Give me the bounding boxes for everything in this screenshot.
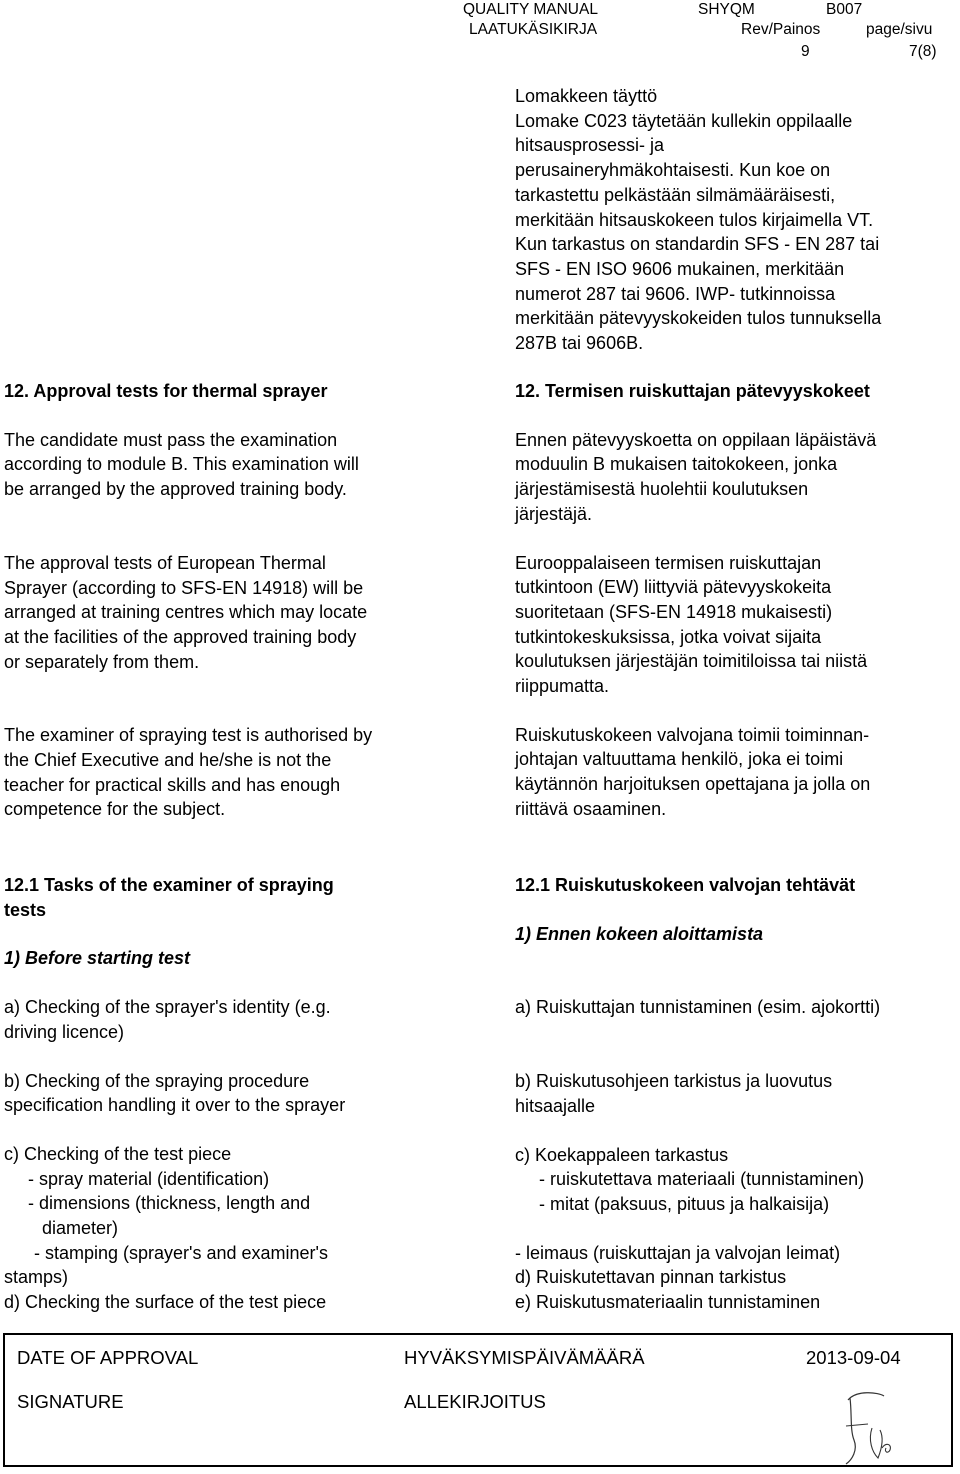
- text-line: c) Koekappaleen tarkastus: [515, 1144, 729, 1165]
- text-line: Ennen pätevyyskoetta on oppilaan läpäistävä: [515, 429, 877, 450]
- text-line: a) Ruiskuttajan tunnistaminen (esim. ajokortti): [515, 997, 881, 1018]
- date-of-approval-label-fi: HYVÄKSYMISPÄIVÄMÄÄRÄ: [404, 1347, 645, 1369]
- revision-label: Rev/Painos: [741, 21, 821, 38]
- text-line: suoritetaan (SFS-EN 14918 mukaisesti): [515, 601, 833, 622]
- text-line: specification handling it over to the sprayer: [4, 1095, 346, 1116]
- section-heading: 12.1 Tasks of the examiner of spraying: [4, 875, 334, 895]
- text-line: hitsaajalle: [515, 1095, 596, 1116]
- text-line: The candidate must pass the examination: [4, 429, 338, 450]
- text-line: - ruiskutettava materiaali (tunnistaminen): [539, 1169, 865, 1190]
- date-of-approval-label: DATE OF APPROVAL: [17, 1347, 199, 1369]
- text-line: Lomakkeen täyttö: [515, 86, 658, 106]
- text-line: - spray material (identification): [28, 1168, 270, 1189]
- text-line: - mitat (paksuus, pituus ja halkaisija): [539, 1193, 830, 1214]
- text-line: e) Ruiskutusmateriaalin tunnistaminen: [515, 1292, 821, 1313]
- text-line: SFS - EN ISO 9606 mukainen, merkitään: [515, 258, 845, 279]
- text-line: b) Ruiskutusohjeen tarkistus ja luovutus: [515, 1071, 833, 1092]
- text-line: järjestäjä.: [515, 503, 593, 524]
- revision-value: 9: [801, 43, 810, 60]
- section-12-en: [4, 379, 454, 822]
- page-value: 7(8): [909, 43, 937, 60]
- signature-label: SIGNATURE: [17, 1390, 124, 1412]
- section-heading: 12. Approval tests for thermal sprayer: [4, 381, 328, 401]
- text-line: d) Ruiskutettavan pinnan tarkistus: [515, 1267, 787, 1288]
- subheading: 1) Before starting test: [4, 948, 191, 969]
- org-code: SHYQM: [698, 1, 755, 18]
- text-line: diameter): [42, 1218, 119, 1239]
- section-heading: 12. Termisen ruiskuttajan pätevyyskokeet: [515, 381, 870, 401]
- text-line: 287B tai 9606B.: [515, 333, 644, 354]
- subheading: 1) Ennen kokeen aloittamista: [515, 923, 764, 944]
- handwritten-signature: [838, 1388, 898, 1466]
- text-line: numerot 287 tai 9606. IWP- tutkinnoissa: [515, 283, 836, 304]
- approval-table: [3, 1333, 953, 1467]
- text-line: d) Checking the surface of the test piece: [4, 1292, 327, 1313]
- text-line: teacher for practical skills and has enough: [4, 774, 341, 795]
- text-line: The examiner of spraying test is authorised by: [4, 725, 373, 746]
- text-line: b) Checking of the spraying procedure: [4, 1070, 310, 1091]
- section-12-fi: [515, 379, 955, 822]
- text-line: according to module B. This examination will: [4, 454, 359, 475]
- text-line: c) Checking of the test piece: [4, 1143, 232, 1164]
- document-code: B007: [826, 1, 863, 18]
- text-line: riippumatta.: [515, 676, 610, 697]
- section-heading: tests: [4, 899, 47, 920]
- text-line: - dimensions (thickness, length and: [28, 1193, 311, 1214]
- text-line: or separately from them.: [4, 651, 200, 672]
- text-line: driving licence): [4, 1021, 125, 1042]
- manual-title-en: QUALITY MANUAL: [463, 1, 598, 18]
- text-line: - stamping (sprayer's and examiner's: [34, 1242, 328, 1263]
- text-line: merkitään pätevyyskokeiden tulos tunnuksella: [515, 308, 882, 329]
- approval-date: 2013-09-04: [806, 1347, 901, 1369]
- text-line: käytännön harjoituksen opettajana ja jolla on: [515, 774, 871, 795]
- text-line: competence for the subject.: [4, 799, 226, 820]
- text-line: merkitään hitsauskokeen tulos kirjaimella VT.: [515, 209, 874, 230]
- text-line: riittävä osaaminen.: [515, 798, 667, 819]
- text-line: tutkintokeskuksissa, jotka voivat sijaita: [515, 626, 822, 647]
- signature-label-fi: ALLEKIRJOITUS: [404, 1390, 546, 1412]
- section-12-1-en: [4, 873, 454, 1315]
- text-line: tutkintoon (EW) liittyviä pätevyyskokeita: [515, 577, 832, 598]
- text-line: Ruiskutuskokeen valvojana toimii toiminnan-: [515, 724, 870, 745]
- text-line: hitsausprosessi- ja: [515, 135, 665, 156]
- text-line: stamps): [4, 1267, 69, 1288]
- form-filling-instructions: [515, 84, 955, 356]
- text-line: be arranged by the approved training body.: [4, 479, 347, 500]
- text-line: Eurooppalaiseen termisen ruiskuttajan: [515, 552, 822, 573]
- text-line: perusaineryhmäkohtaisesti. Kun koe on: [515, 160, 831, 181]
- text-line: johtajan valtuuttama henkilö, joka ei toimi: [515, 749, 844, 770]
- text-line: the Chief Executive and he/she is not the: [4, 750, 332, 771]
- text-line: a) Checking of the sprayer's identity (e.g.: [4, 997, 331, 1018]
- section-12-1-fi: [515, 873, 955, 1315]
- text-line: The approval tests of European Thermal: [4, 552, 326, 573]
- text-line: Lomake C023 täytetään kullekin oppilaalle: [515, 110, 853, 131]
- text-line: - leimaus (ruiskuttajan ja valvojan leimat): [515, 1242, 841, 1263]
- text-line: tarkastettu pelkästään silmämääräisesti,: [515, 184, 836, 205]
- text-line: at the facilities of the approved training body: [4, 626, 357, 647]
- section-heading: 12.1 Ruiskutuskokeen valvojan tehtävät: [515, 875, 856, 895]
- text-line: Sprayer (according to SFS-EN 14918) will be: [4, 577, 364, 598]
- text-line: järjestämisestä huolehtii koulutuksen: [515, 479, 809, 500]
- text-line: Kun tarkastus on standardin SFS - EN 287 tai: [515, 234, 880, 255]
- text-line: koulutuksen järjestäjän toimitiloissa tai niistä: [515, 651, 868, 672]
- manual-title-fi: LAATUKÄSIKIRJA: [469, 21, 598, 38]
- text-line: moduulin B mukaisen taitokokeen, jonka: [515, 454, 838, 475]
- page-label: page/sivu: [866, 21, 933, 38]
- text-line: arranged at training centres which may locate: [4, 602, 368, 623]
